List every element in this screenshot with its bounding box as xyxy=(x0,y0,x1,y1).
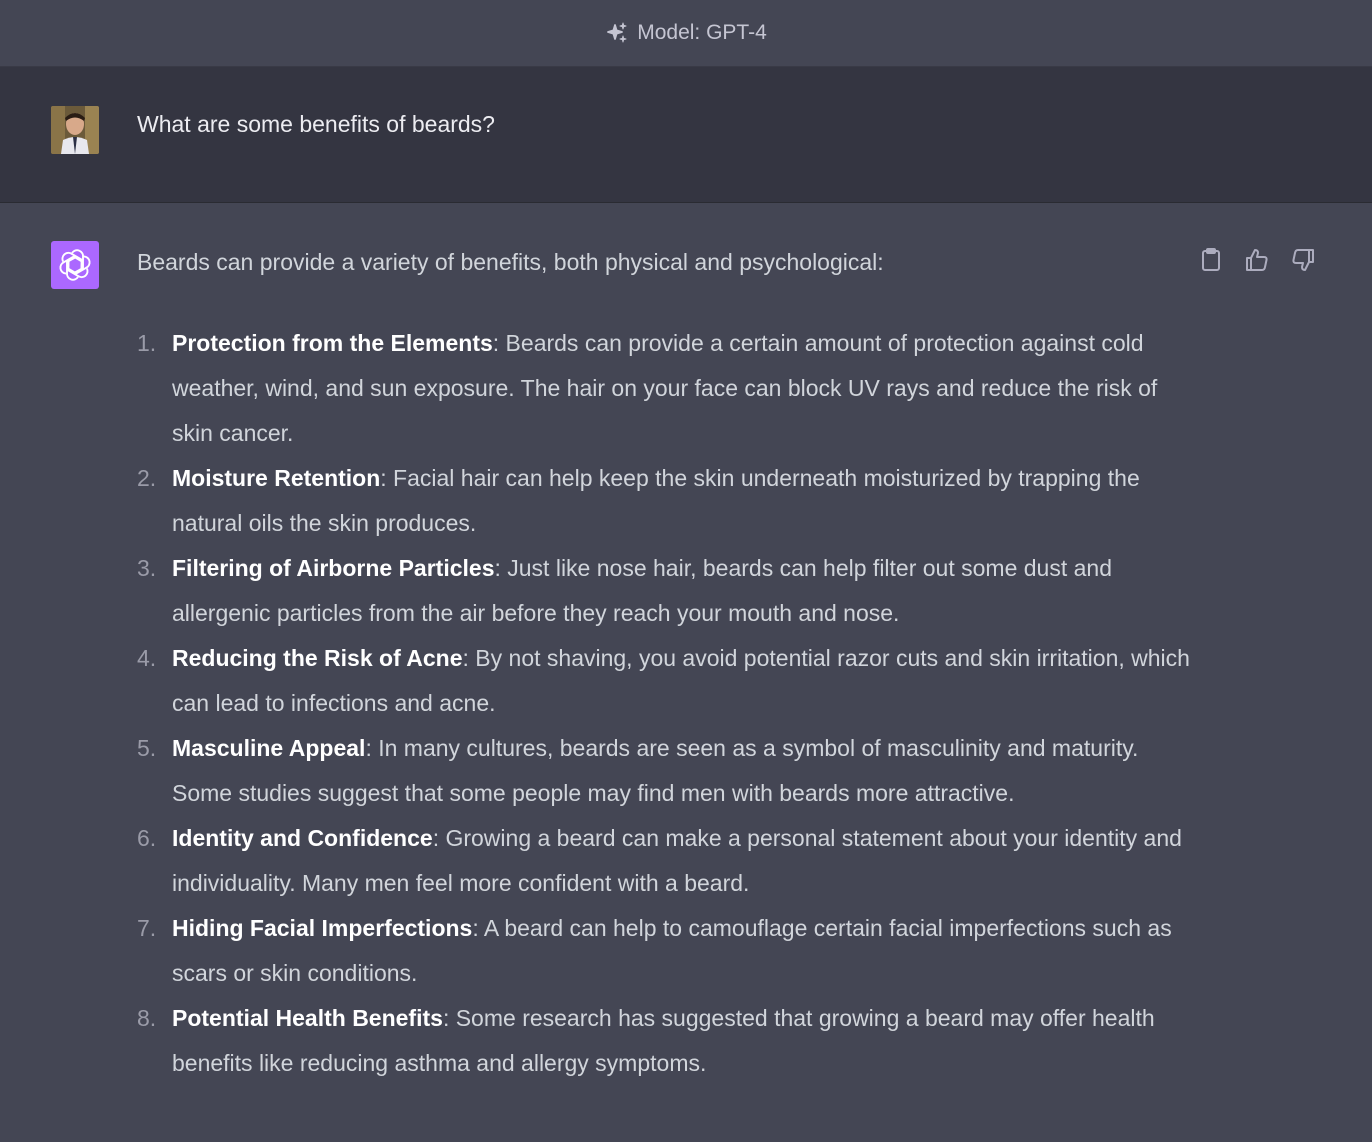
list-item-text: : Some research has suggested that growing a beard may offer health benefits like reducing asthma and allergy symptoms. xyxy=(172,1005,1155,1076)
list-item-text: : Just like nose hair, beards can help filter out some dust and allergenic particles from the air before they reach your mouth and nose. xyxy=(172,555,1113,626)
list-number: 7. xyxy=(137,915,157,941)
list-item-term: Hiding Facial Imperfections xyxy=(172,915,473,941)
list-item-text: : A beard can help to camouflage certain facial imperfections such as scars or skin conditions. xyxy=(172,915,1172,986)
list-item-term: Reducing the Risk of Acne xyxy=(172,645,463,671)
list-item-term: Potential Health Benefits xyxy=(172,1005,443,1031)
list-item-text: : Beards can provide a certain amount of protection against cold weather, wind, and sun exposure. The hair on your face can block UV rays and reduce the risk of skin cancer. xyxy=(172,330,1158,446)
list-item xyxy=(137,906,1197,996)
model-header xyxy=(0,0,1372,67)
list-number: 6. xyxy=(137,825,157,851)
list-item-term: Identity and Confidence xyxy=(172,825,433,851)
clipboard-icon[interactable] xyxy=(1198,247,1224,273)
list-item-text: : By not shaving, you avoid potential razor cuts and skin irritation, which can lead to infections and acne. xyxy=(172,645,1190,716)
user-avatar xyxy=(51,106,99,154)
list-item-term: Protection from the Elements xyxy=(172,330,493,356)
list-number: 1. xyxy=(137,330,157,356)
list-item xyxy=(137,636,1197,726)
benefits-list xyxy=(137,321,1197,1086)
assistant-intro-text: Beards can provide a variety of benefits, both physical and psychological: xyxy=(137,249,884,275)
list-item xyxy=(137,456,1197,546)
list-number: 3. xyxy=(137,555,157,581)
list-item-term: Filtering of Airborne Particles xyxy=(172,555,495,581)
list-item-term: Moisture Retention xyxy=(172,465,381,491)
thumbs-down-icon[interactable] xyxy=(1290,247,1316,273)
list-number: 5. xyxy=(137,735,157,761)
list-item xyxy=(137,726,1197,816)
list-item xyxy=(137,546,1197,636)
model-label: Model: GPT-4 xyxy=(637,21,767,44)
list-item-text: : Facial hair can help keep the skin underneath moisturized by trapping the natural oils the skin produces. xyxy=(172,465,1140,536)
message-actions xyxy=(1198,247,1316,273)
list-item-text: : In many cultures, beards are seen as a symbol of masculinity and maturity. Some studies suggest that some people may find men with beards more attractive. xyxy=(172,735,1139,806)
user-message-row xyxy=(0,67,1372,203)
assistant-message-row xyxy=(0,203,1372,1142)
list-number: 2. xyxy=(137,465,157,491)
list-number: 8. xyxy=(137,1005,157,1031)
list-item xyxy=(137,321,1197,456)
list-item xyxy=(137,816,1197,906)
list-number: 4. xyxy=(137,645,157,671)
thumbs-up-icon[interactable] xyxy=(1244,247,1270,273)
user-message-text: What are some benefits of beards? xyxy=(137,111,495,137)
list-item-term: Masculine Appeal xyxy=(172,735,366,761)
sparkle-icon xyxy=(605,21,629,45)
list-item xyxy=(137,996,1197,1086)
openai-logo-icon xyxy=(51,241,99,289)
list-item-text: : Growing a beard can make a personal statement about your identity and individuality. Many men feel more confident with a beard. xyxy=(172,825,1182,896)
